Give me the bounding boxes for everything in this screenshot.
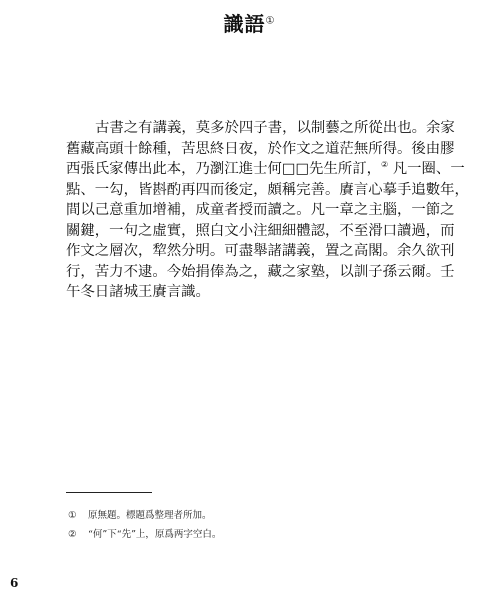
body-line: 古書之有講義，莫多於四子書，以制藝之所從出也。余家 [95,120,455,136]
body-line: 點、一勾，皆斟酌再四而後定，頗稱完善。賡言心摹手追數年， [66,181,469,198]
page-title [0,8,499,37]
footnotes [68,506,221,544]
body-line: 作文之層次，犂然分明。可盡舉諸講義，置之高閣。余久欲刊 [66,243,455,259]
footnote-mark: ① [68,510,77,521]
footnote-2 [68,525,221,544]
title-footnote-marker: ① [265,15,276,27]
footnote-rule [66,492,152,493]
footnote-1 [68,506,221,525]
title-text: 識語 [223,12,266,36]
footnote-marker: ② [381,160,389,170]
body-line: 間以己意重加增補，成童者授而讀之。凡一章之主腦，一節之 [66,202,455,218]
body-line-part: 凡一圈、一 [388,161,465,177]
body-line-part: 西張氏家傳出此本，乃瀏江進士何□□先生所訂， [66,161,382,177]
body-line: 午冬日諸城王賡言識。 [66,284,210,300]
body-line: 舊藏高頭十餘種，苦思終日夜，於作文之道茫無所得。後由膠 [66,140,455,157]
footnote-mark: ② [68,529,77,540]
footnote-text: “何”下“先”上，原爲两字空白。 [88,529,222,540]
body-text [66,118,469,303]
body-line: 關鍵，一句之虛實，照白文小注細細體認，不至滑口讀過，而 [66,222,455,239]
page-number: 6 [10,576,19,590]
body-line: 行，苦力不逮。今始捐俸為之，藏之家塾，以訓子孫云爾。壬 [66,263,455,280]
body-line-with-note [66,159,465,180]
footnote-text: 原無題。標題爲整理者所加。 [88,510,212,521]
